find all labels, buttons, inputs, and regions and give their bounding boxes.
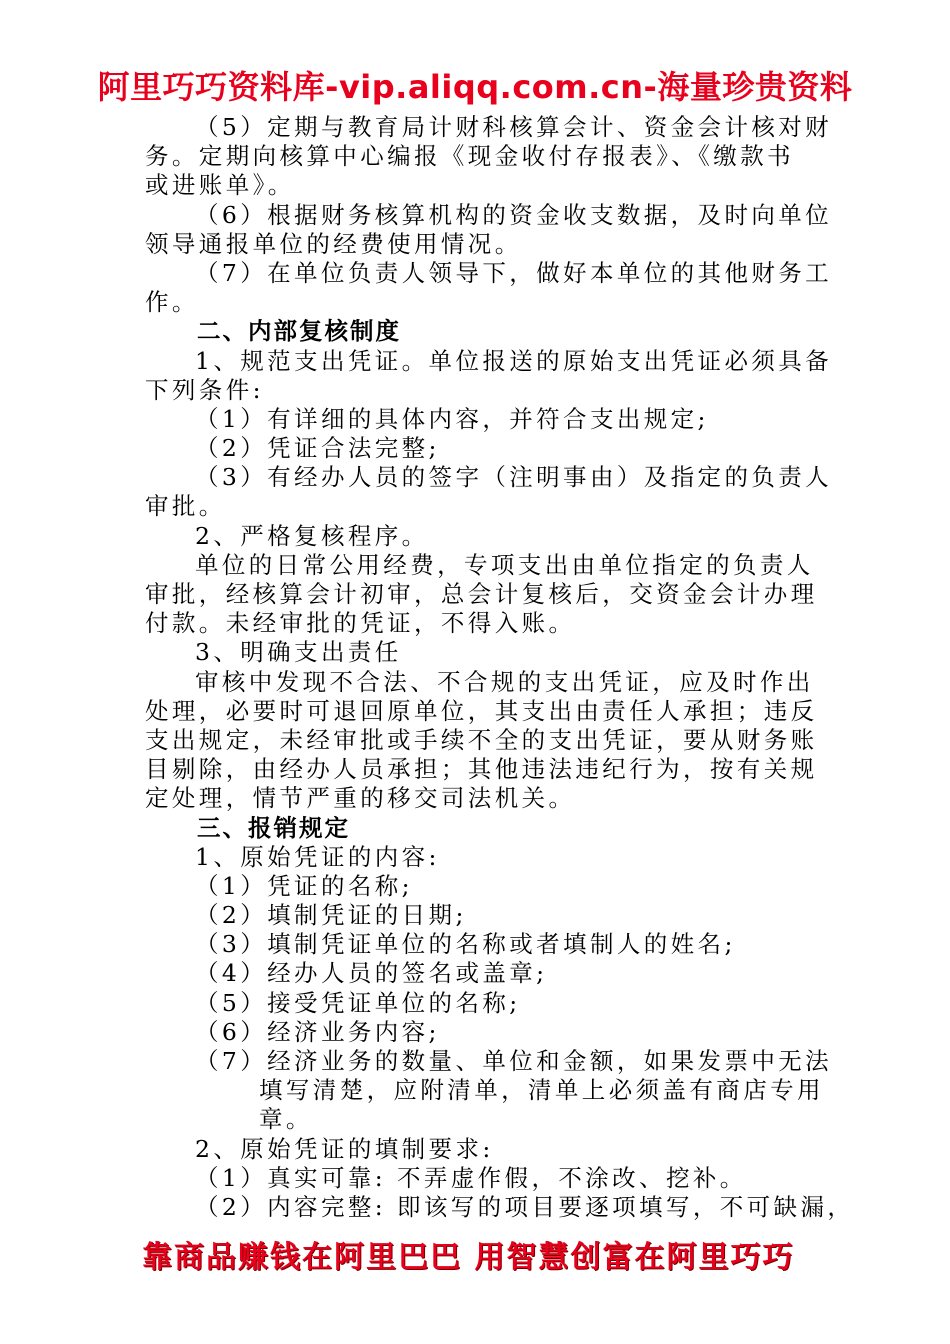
text-line: 务。定期向核算中心编报《现金收付存报表》、《缴款书 — [145, 142, 794, 171]
section-heading: 三、报销规定 — [197, 813, 350, 842]
text-line: （6）根据财务核算机构的资金收支数据，及时向单位 — [195, 200, 833, 229]
text-line: （5）接受凭证单位的名称; — [195, 988, 521, 1017]
text-line: 或进账单》。 — [145, 171, 295, 200]
text-line: （1）有详细的具体内容，并符合支出规定; — [195, 404, 709, 433]
text-line: （2）凭证合法完整; — [195, 434, 440, 463]
text-line: 填写清楚，应附清单，清单上必须盖有商店专用 — [259, 1076, 824, 1105]
text-line: （7）经济业务的数量、单位和金额，如果发票中无法 — [195, 1047, 833, 1075]
text-line: 作。 — [145, 288, 199, 317]
text-line: 1、原始凭证的内容: — [195, 842, 440, 871]
text-line: 支出规定，未经审批或手续不全的支出凭证，要从财务账 — [145, 725, 818, 754]
document-body — [145, 113, 855, 1222]
text-line: （3）填制凭证单位的名称或者填制人的姓名; — [195, 930, 736, 959]
text-line: 目剔除，由经办人员承担；其他违法违纪行为，按有关规 — [145, 755, 818, 784]
text-line: 章。 — [259, 1105, 313, 1134]
text-line: 3、明确支出责任 — [195, 638, 402, 667]
watermark-footer: 靠商品赚钱在阿里巴巴 用智慧创富在阿里巧巧 — [142, 1240, 795, 1275]
text-line: 付款。未经审批的凭证，不得入账。 — [145, 609, 576, 638]
text-line: 下列条件: — [145, 375, 264, 404]
section-heading: 二、内部复核制度 — [197, 317, 401, 346]
text-line: （2）内容完整: 即该写的项目要逐项填写，不可缺漏， — [195, 1192, 855, 1221]
text-line: （4）经办人员的签名或盖章; — [195, 959, 548, 988]
text-line: 审核中发现不合法、不合规的支出凭证，应及时作出 — [195, 667, 814, 696]
text-line: （1）凭证的名称; — [195, 871, 413, 900]
text-line: 1、规范支出凭证。单位报送的原始支出凭证必须具备 — [195, 346, 833, 375]
text-line: 单位的日常公用经费，专项支出由单位指定的负责人 — [195, 550, 814, 579]
text-line: （3）有经办人员的签字（注明事由）及指定的负责人 — [195, 463, 833, 492]
text-line: 领导通报单位的经费使用情况。 — [145, 229, 522, 258]
text-line: 审批，经核算会计初审，总会计复核后，交资金会计办理 — [145, 580, 818, 608]
text-line: （2）填制凭证的日期; — [195, 901, 467, 930]
text-line: （5）定期与教育局计财科核算会计、资金会计核对财 — [195, 113, 833, 141]
text-line: 处理，必要时可退回原单位，其支出由责任人承担；违反 — [145, 696, 818, 725]
text-line: 定处理，情节严重的移交司法机关。 — [145, 784, 576, 813]
text-line: 2、严格复核程序。 — [195, 521, 429, 550]
watermark-header: 阿里巧巧资料库-vip.aliqq.com.cn-海量珍贵资料 — [97, 68, 853, 106]
text-line: （7）在单位负责人领导下，做好本单位的其他财务工 — [195, 258, 833, 287]
text-line: 2、原始凭证的填制要求: — [195, 1134, 494, 1163]
text-line: 审批。 — [145, 492, 226, 521]
text-line: （6）经济业务内容; — [195, 1017, 440, 1046]
text-line: （1）真实可靠: 不弄虚作假，不涂改、挖补。 — [195, 1163, 747, 1192]
